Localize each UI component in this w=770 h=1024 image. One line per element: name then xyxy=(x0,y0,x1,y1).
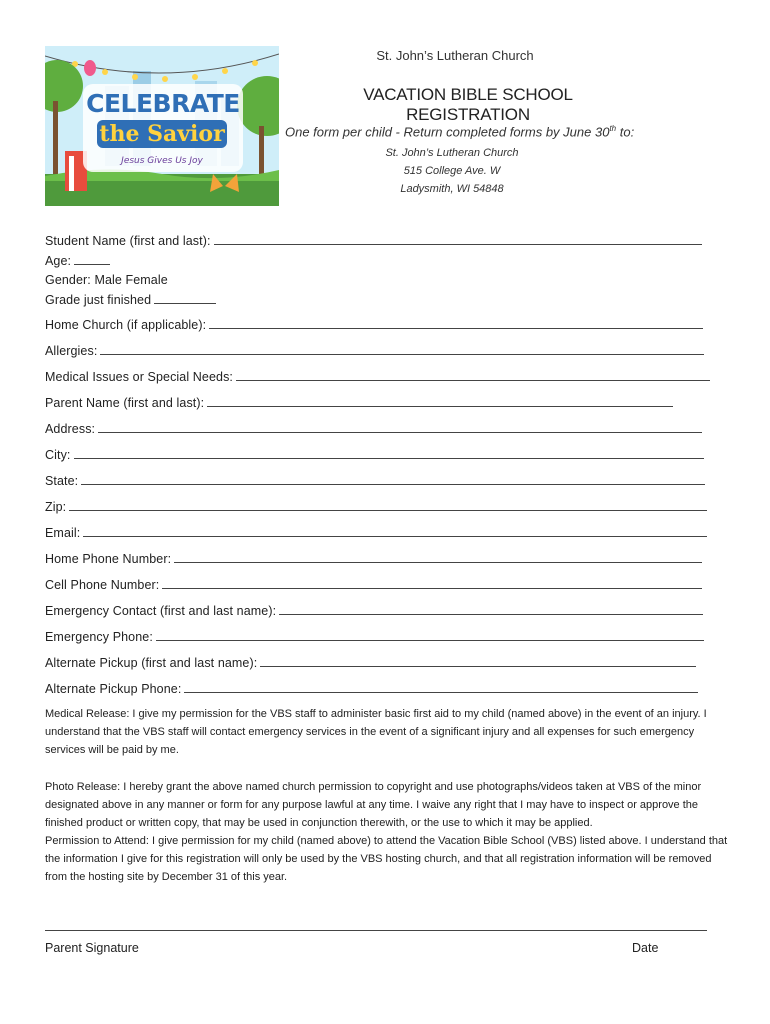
return-address-line1: St. John’s Lutheran Church xyxy=(385,147,519,159)
email-label: Email: xyxy=(45,526,81,540)
emergency-phone-label: Emergency Phone: xyxy=(45,630,153,644)
home-church-field[interactable] xyxy=(45,317,703,332)
alternate-pickup-phone-field[interactable] xyxy=(45,681,698,696)
city-label: City: xyxy=(45,448,71,462)
emergency-contact-field[interactable] xyxy=(45,603,703,618)
allergies-field[interactable] xyxy=(45,343,704,358)
cell-phone-blank[interactable] xyxy=(162,577,702,589)
allergies-label: Allergies: xyxy=(45,344,98,358)
permission-to-attend-text: Permission to Attend: I give permission for my child (named above) to attend the Vacation Bible School (VBS) listed above. I understand that the information I give for this registration will only be used by the VBS hosting church, and that all registration information will be removed from the hosting site by December 31 of this year. xyxy=(45,835,728,883)
medical-issues-field[interactable] xyxy=(45,369,710,384)
emergency-phone-field[interactable] xyxy=(45,629,704,644)
allergies-blank[interactable] xyxy=(100,343,704,355)
parent-name-label: Parent Name (first and last): xyxy=(45,396,205,410)
svg-text:Jesus Gives Us Joy: Jesus Gives Us Joy xyxy=(121,156,203,166)
celebrate-the-savior-logo-image xyxy=(45,46,279,206)
alternate-pickup-phone-blank[interactable] xyxy=(184,681,698,693)
state-field[interactable] xyxy=(45,473,705,488)
photo-release-text: Photo Release: I hereby grant the above named church permission to copyright and use photographs/videos taken at VBS of the minor designated above in any manner or form for any purpose lawful at any time. I waive any right that I may have to inspect or approve the finished product or written copy, that may be used in conjunction therewith, or the use to which it may be applied. xyxy=(45,781,702,829)
date-label: Date xyxy=(632,941,659,955)
alternate-pickup-label: Alternate Pickup (first and last name): xyxy=(45,656,258,670)
home-phone-label: Home Phone Number: xyxy=(45,552,172,566)
emergency-contact-label: Emergency Contact (first and last name): xyxy=(45,604,277,618)
grade-field[interactable] xyxy=(45,292,216,307)
address-blank[interactable] xyxy=(98,421,702,433)
home-church-label: Home Church (if applicable): xyxy=(45,318,207,332)
state-label: State: xyxy=(45,474,79,488)
alternate-pickup-field[interactable] xyxy=(45,655,696,670)
vbs-logo xyxy=(45,46,279,206)
state-blank[interactable] xyxy=(81,473,705,485)
page-title: VACATION BIBLE SCHOOL REGISTRATION xyxy=(363,85,573,124)
age-label: Age: xyxy=(45,254,72,268)
instructions-superscript: th xyxy=(609,124,617,133)
grade-blank[interactable] xyxy=(154,292,216,304)
cell-phone-field[interactable] xyxy=(45,577,702,592)
emergency-contact-blank[interactable] xyxy=(279,603,703,615)
address-label: Address: xyxy=(45,422,96,436)
address-field[interactable] xyxy=(45,421,702,436)
alternate-pickup-blank[interactable] xyxy=(260,655,696,667)
svg-text:the Savior: the Savior xyxy=(99,121,225,147)
return-address-line3: Ladysmith, WI 54848 xyxy=(400,183,504,195)
grade-label: Grade just finished xyxy=(45,293,152,307)
instructions-text: One form per child - Return completed forms by June 30 xyxy=(285,124,610,140)
emergency-phone-blank[interactable] xyxy=(156,629,704,641)
student-name-blank[interactable] xyxy=(214,233,702,245)
home-phone-blank[interactable] xyxy=(174,551,702,563)
church-name: St. John’s Lutheran Church xyxy=(376,48,534,63)
zip-blank[interactable] xyxy=(69,499,707,511)
email-blank[interactable] xyxy=(83,525,707,537)
city-field[interactable] xyxy=(45,447,704,462)
student-name-field[interactable] xyxy=(45,233,702,248)
zip-field[interactable] xyxy=(45,499,707,514)
city-blank[interactable] xyxy=(74,447,704,459)
form-instructions xyxy=(285,124,665,139)
medical-release-text: Medical Release: I give my permission for the VBS staff to administer basic first aid to my child (named above) in the event of an injury. I understand that the VBS staff will contact emergency services in the event of a significant injury and all expenses for such emergency services will be paid by me. xyxy=(45,708,707,756)
medical-issues-label: Medical Issues or Special Needs: xyxy=(45,370,234,384)
age-field[interactable] xyxy=(45,253,110,268)
age-blank[interactable] xyxy=(74,253,110,265)
gender-field[interactable]: Gender: Male Female xyxy=(45,273,168,287)
svg-text:CELEBRATE: CELEBRATE xyxy=(86,89,240,118)
parent-signature-label: Parent Signature xyxy=(45,941,139,955)
instructions-suffix: to: xyxy=(616,124,635,140)
zip-label: Zip: xyxy=(45,500,67,514)
signature-line[interactable] xyxy=(45,930,707,931)
home-phone-field[interactable] xyxy=(45,551,702,566)
home-church-blank[interactable] xyxy=(209,317,703,329)
email-field[interactable] xyxy=(45,525,707,540)
return-address-line2: 515 College Ave. W xyxy=(403,165,501,177)
cell-phone-label: Cell Phone Number: xyxy=(45,578,160,592)
parent-name-field[interactable] xyxy=(45,395,673,410)
alternate-pickup-phone-label: Alternate Pickup Phone: xyxy=(45,682,182,696)
parent-name-blank[interactable] xyxy=(207,395,673,407)
medical-issues-blank[interactable] xyxy=(236,369,710,381)
student-name-label: Student Name (first and last): xyxy=(45,234,211,248)
